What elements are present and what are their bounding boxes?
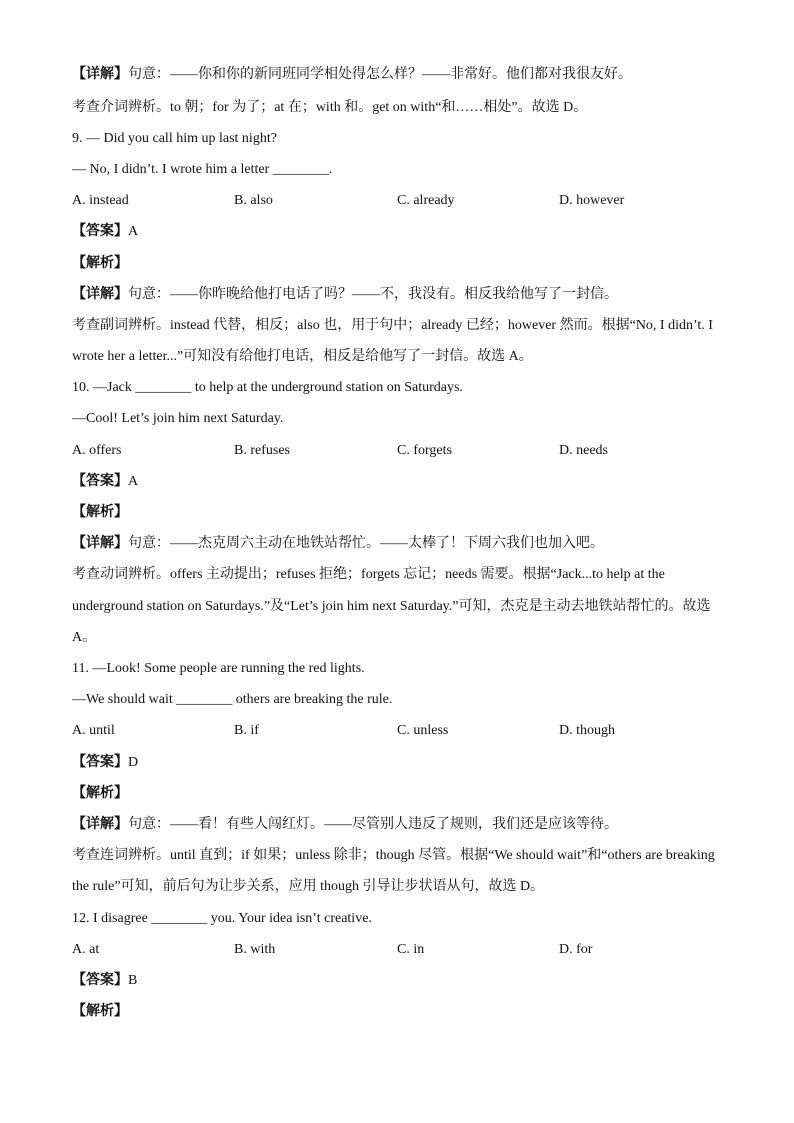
q9-detail-text: 句意：——你昨晚给他打电话了吗？——不，我没有。相反我给他写了一封信。 xyxy=(128,287,618,302)
q12-answer-value: B xyxy=(128,973,138,988)
q11-explain-1: 考查连词辨析。until 直到；if 如果；unless 除非；though 尽管。根据“We should wait”和“others are breaking xyxy=(72,848,715,863)
q8-detail-text: 句意：——你和你的新同班同学相处得怎么样？——非常好。他们都对我很友好。 xyxy=(128,67,632,82)
q9-answer-line xyxy=(72,223,138,241)
q9-option-c: C. already xyxy=(397,193,455,208)
answer-label: 【答案】 xyxy=(72,755,128,770)
q9-detail-line xyxy=(72,286,618,304)
q8-detail-line xyxy=(72,66,632,84)
q9-option-b: B. also xyxy=(234,193,273,208)
detail-label: 【详解】 xyxy=(72,287,128,302)
q10-option-b: B. refuses xyxy=(234,443,290,458)
answer-label: 【答案】 xyxy=(72,224,128,239)
q12-option-a: A. at xyxy=(72,942,100,957)
q11-analysis-label: 【解析】 xyxy=(72,786,128,801)
q9-stem: 9. — Did you call him up last night? xyxy=(72,131,277,146)
q9-stem-reply: — No, I didn’t. I wrote him a letter ________. xyxy=(72,162,333,177)
q9-option-d: D. however xyxy=(559,193,625,208)
answer-label: 【答案】 xyxy=(72,474,128,489)
q9-answer-value: A xyxy=(128,224,139,239)
answer-label: 【答案】 xyxy=(72,973,128,988)
q10-detail-line xyxy=(72,535,604,553)
q11-explain-2: the rule”可知，前后句为让步关系，应用 though 引导让步状语从句，故选 D。 xyxy=(72,879,545,894)
q12-analysis-label: 【解析】 xyxy=(72,1004,128,1019)
q10-explain-2: underground station on Saturdays.”及“Let’s join him next Saturday.”可知，杰克是主动去地铁站帮忙的。故选 xyxy=(72,599,711,614)
q10-option-d: D. needs xyxy=(559,443,608,458)
q11-option-d: D. though xyxy=(559,723,615,738)
q11-option-b: B. if xyxy=(234,723,259,738)
q10-stem: 10. —Jack ________ to help at the underground station on Saturdays. xyxy=(72,380,463,395)
q12-option-b: B. with xyxy=(234,942,276,957)
q9-option-a: A. instead xyxy=(72,193,129,208)
q10-option-c: C. forgets xyxy=(397,443,452,458)
q11-option-a: A. until xyxy=(72,723,115,738)
q11-detail-line xyxy=(72,816,618,834)
q9-analysis-label: 【解析】 xyxy=(72,256,128,271)
q10-answer-line xyxy=(72,473,138,491)
detail-label: 【详解】 xyxy=(72,67,128,82)
q10-answer-value: A xyxy=(128,474,139,489)
q10-option-a: A. offers xyxy=(72,443,122,458)
q10-explain-3: A。 xyxy=(72,630,97,645)
q12-stem: 12. I disagree ________ you. Your idea isn’t creative. xyxy=(72,911,372,926)
q10-analysis-label: 【解析】 xyxy=(72,505,128,520)
detail-label: 【详解】 xyxy=(72,817,128,832)
q11-option-c: C. unless xyxy=(397,723,449,738)
q12-option-d: D. for xyxy=(559,942,593,957)
q11-stem-reply: —We should wait ________ others are breaking the rule. xyxy=(72,692,393,707)
q12-option-c: C. in xyxy=(397,942,425,957)
q11-answer-value: D xyxy=(128,755,139,770)
q10-explain-1: 考查动词辨析。offers 主动提出；refuses 拒绝；forgets 忘记；needs 需要。根据“Jack...to help at the xyxy=(72,567,665,582)
q11-detail-text: 句意：——看！有些人闯红灯。——尽管别人违反了规则，我们还是应该等待。 xyxy=(128,817,618,832)
q11-answer-line xyxy=(72,754,138,772)
q8-explain-line: 考查介词辨析。to 朝；for 为了；at 在；with 和。get on with“和……相处”。故选 D。 xyxy=(72,100,588,115)
q10-stem-reply: —Cool! Let’s join him next Saturday. xyxy=(72,411,284,426)
q9-explain-2: wrote her a letter...”可知没有给他打电话，相反是给他写了一封信。故选 A。 xyxy=(72,349,533,364)
q11-stem: 11. —Look! Some people are running the red lights. xyxy=(72,661,365,676)
detail-label: 【详解】 xyxy=(72,536,128,551)
q12-answer-line xyxy=(72,972,137,990)
q9-explain-1: 考查副词辨析。instead 代替，相反；also 也，用于句中；already 已经；however 然而。根据“No, I didn’t. I xyxy=(72,318,713,333)
q10-detail-text: 句意：——杰克周六主动在地铁站帮忙。——太棒了！下周六我们也加入吧。 xyxy=(128,536,604,551)
